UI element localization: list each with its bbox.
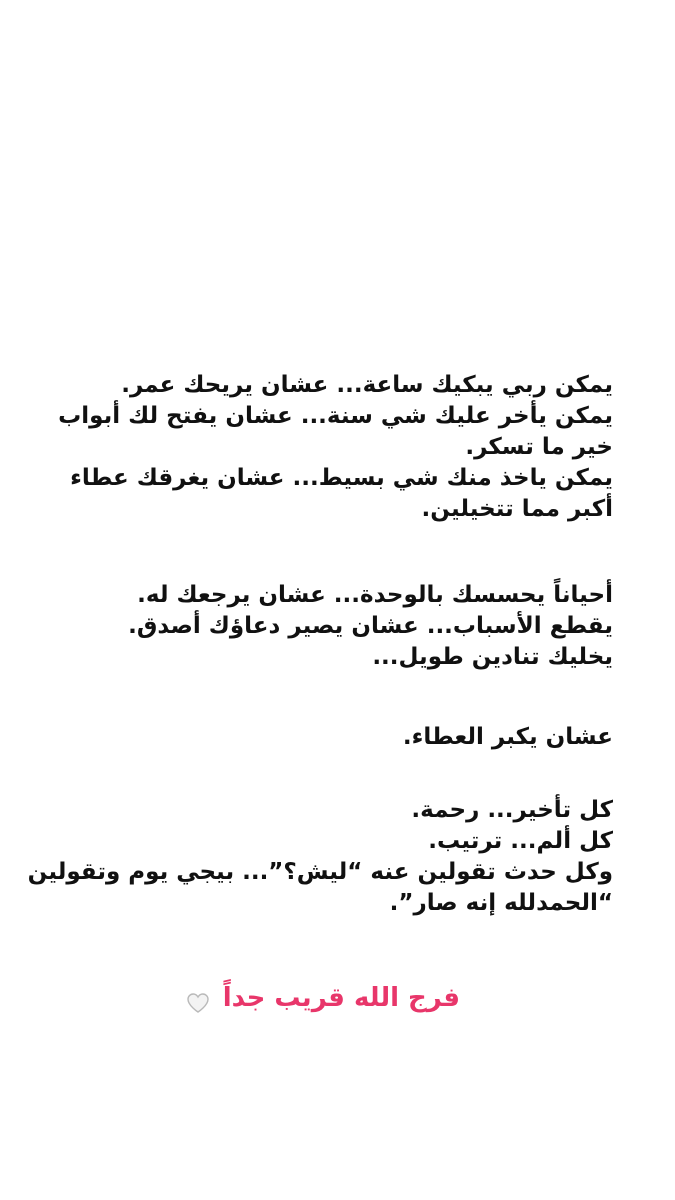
text-line: كل ألم... ترتيب.	[428, 828, 613, 854]
paragraph-3	[53, 722, 613, 753]
text-line: كل تأخير... رحمة.	[411, 797, 613, 823]
text-line: يقطع الأسباب... عشان يصير دعاؤك أصدق.	[128, 613, 613, 639]
text-line: أكبر مما تتخيلين.	[421, 496, 613, 522]
text-line: يمكن ياخذ منك شي بسيط... عشان يغرقك عطاء	[70, 465, 613, 491]
text-line: وكل حدث تقولين عنه “ليش؟”... بيجي يوم وتقولين	[27, 859, 613, 885]
closing-line	[186, 980, 460, 1016]
text-line: أحياناً يحسسك بالوحدة... عشان يرجعك له.	[137, 582, 613, 608]
text-line: يخليك تنادين طويل...	[372, 644, 613, 670]
text-line: يمكن ربي يبكيك ساعة... عشان يريحك عمر.	[121, 372, 613, 398]
paragraph-2	[53, 580, 613, 673]
text-line: يمكن يأخر عليك شي سنة... عشان يفتح لك أبواب	[58, 403, 613, 429]
paragraph-4	[27, 795, 613, 919]
white-heart-icon	[186, 988, 210, 1010]
closing-text: فرج الله قريب جداً	[222, 983, 460, 1013]
text-line: عشان يكبر العطاء.	[402, 724, 613, 750]
text-line: “الحمدلله إنه صار”.	[389, 890, 613, 916]
text-line: خير ما تسكر.	[465, 434, 613, 460]
paragraph-1	[53, 370, 613, 525]
